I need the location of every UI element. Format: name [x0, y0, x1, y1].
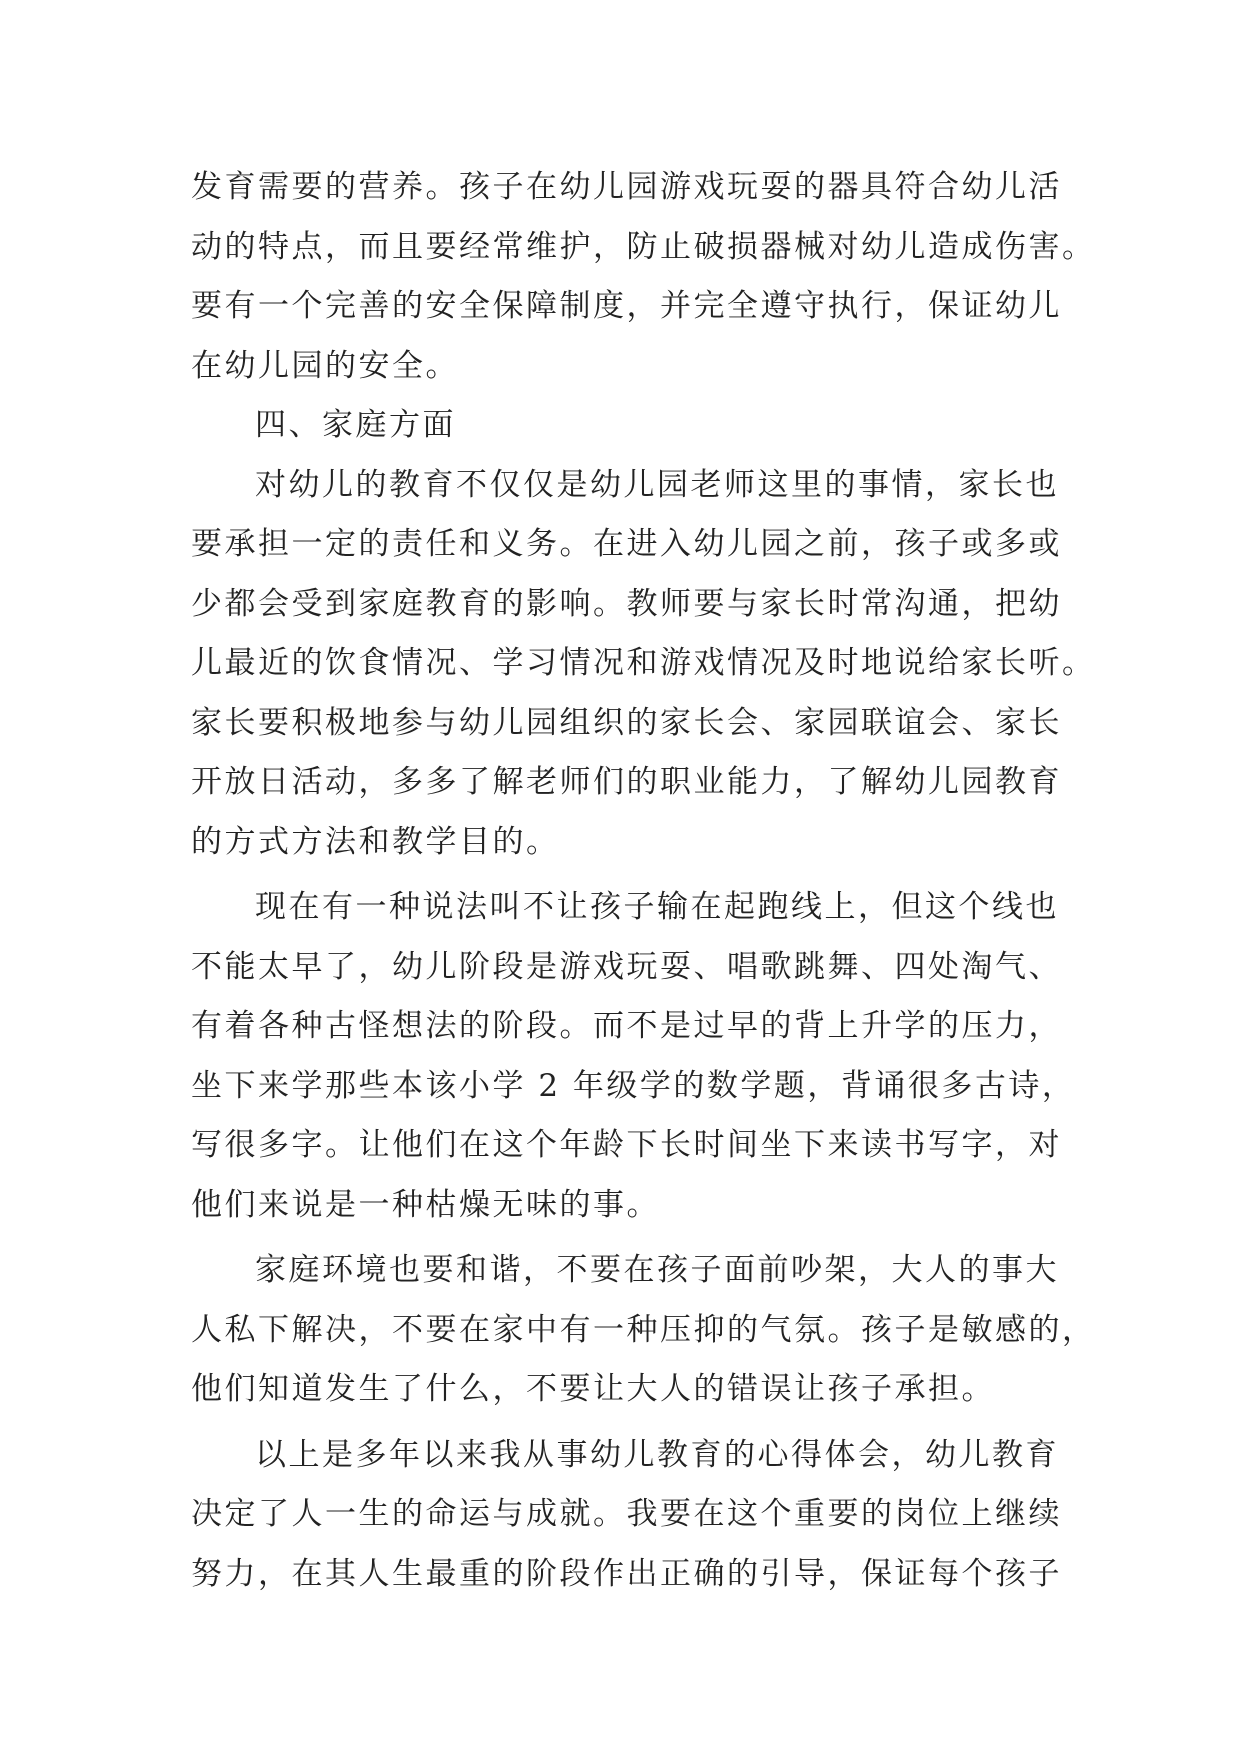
document-body — [191, 158, 1096, 1604]
text-line: 发育需要的营养。孩子在幼儿园游戏玩耍的器具符合幼儿活 — [191, 169, 1062, 205]
text-line: 坐下来学那些本该小学 2 年级学的数学题，背诵很多古诗， — [191, 1067, 1076, 1104]
text-line: 决定了人一生的命运与成就。我要在这个重要的岗位上继续 — [191, 1496, 1062, 1532]
section-heading: 四、家庭方面 — [255, 407, 456, 443]
text-line: 对幼儿的教育不仅仅是幼儿园老师这里的事情，家长也 — [255, 466, 1059, 503]
text-line: 在幼儿园的安全。 — [191, 347, 459, 384]
text-line: 家长要积极地参与幼儿园组织的家长会、家园联谊会、家长 — [191, 704, 1062, 741]
text-line: 现在有一种说法叫不让孩子输在起跑线上，但这个线也 — [255, 889, 1059, 925]
text-line: 家庭环境也要和谐，不要在孩子面前吵架，大人的事大 — [255, 1252, 1059, 1288]
text-line: 人私下解决，不要在家中有一种压抑的气氛。孩子是敏感的， — [191, 1311, 1096, 1348]
text-line: 写很多字。让他们在这个年龄下长时间坐下来读书写字，对 — [191, 1127, 1062, 1163]
text-line: 的方式方法和教学目的。 — [191, 823, 560, 860]
text-line: 儿最近的饮食情况、学习情况和游戏情况及时地说给家长听。 — [191, 645, 1096, 681]
text-line: 要有一个完善的安全保障制度，并完全遵守执行，保证幼儿 — [191, 288, 1062, 324]
text-line: 不能太早了，幼儿阶段是游戏玩耍、唱歌跳舞、四处淘气、 — [191, 948, 1062, 985]
text-line: 动的特点，而且要经常维护，防止破损器械对幼儿造成伤害。 — [191, 228, 1096, 265]
text-line: 他们知道发生了什么，不要让大人的错误让孩子承担。 — [191, 1371, 995, 1407]
text-line: 开放日活动，多多了解老师们的职业能力，了解幼儿园教育 — [191, 764, 1062, 800]
text-line: 有着各种古怪想法的阶段。而不是过早的背上升学的压力， — [191, 1008, 1062, 1044]
text-line: 努力，在其人生最重的阶段作出正确的引导，保证每个孩子 — [191, 1555, 1062, 1592]
text-line: 要承担一定的责任和义务。在进入幼儿园之前，孩子或多或 — [191, 526, 1062, 562]
text-line: 少都会受到家庭教育的影响。教师要与家长时常沟通，把幼 — [191, 585, 1062, 622]
text-line: 他们来说是一种枯燥无味的事。 — [191, 1186, 660, 1223]
text-line: 以上是多年以来我从事幼儿教育的心得体会，幼儿教育 — [255, 1436, 1059, 1473]
